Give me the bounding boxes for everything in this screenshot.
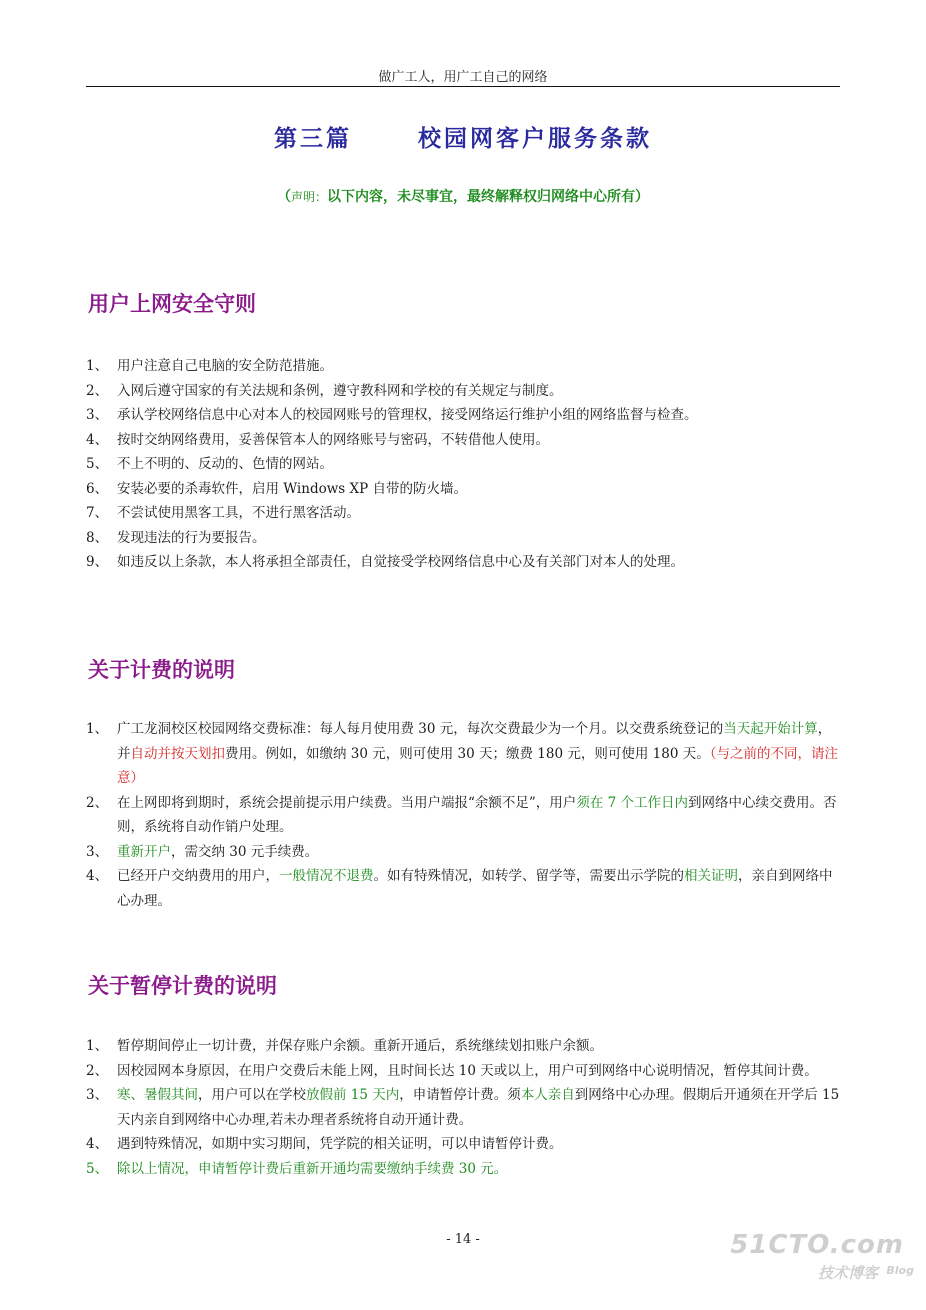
item-text: 到网络中心续交费用。否则，系统将自动作销户处理。 [117,794,837,835]
highlighted-text: 放假前 15 天内 [306,1087,400,1103]
billing-list [86,717,841,913]
item-text: 按时交纳网络费用，妥善保管本人的网络账号与密码，不转借他人使用。 [117,431,549,448]
item-number: 1、 [86,721,109,737]
list-item [86,864,841,913]
list-item [86,1083,841,1132]
item-text: 承认学校网络信息中心对本人的校园网账号的管理权，接受网络运行维护小组的网络监督与检查。 [117,407,698,423]
list-item [86,1059,841,1084]
item-text: 安装必要的杀毒软件，启用 Windows XP 自带的防火墙。 [117,480,467,497]
item-number: 3、 [86,843,109,860]
item-number: 8、 [86,529,109,546]
list-item [86,1157,841,1182]
item-number: 5、 [86,1160,109,1177]
item-text: 广工龙洞校区校园网络交费标准：每人每月使用费 30 元，每次交费最少为一个月。以交费系统登记的 [117,721,724,737]
highlighted-text: 当天起开始计算 [723,721,818,737]
list-item [86,379,841,404]
section-heading-suspension: 关于暂停计费的说明 [88,974,277,998]
list-item [86,550,841,575]
item-text: 除以上情况，申请暂停计费后重新开通均需要缴纳手续费 30 元。 [117,1160,508,1177]
section-heading-billing: 关于计费的说明 [88,658,235,682]
item-number: 2、 [86,382,109,399]
list-item [86,1034,841,1059]
list-item [86,354,841,379]
item-number: 4、 [86,431,109,448]
item-number: 2、 [86,794,109,811]
part-label: 第三篇 [273,126,352,152]
watermark-blog-cn: 技术博客 [817,1264,878,1282]
item-text: 。如有特殊情况，如转学、留学等，需要出示学院的 [373,868,684,884]
item-number: 1、 [86,1038,109,1054]
part-name: 校园网客户服务条款 [418,126,653,152]
highlighted-text: 本人亲自 [520,1087,575,1103]
item-text: 用户注意自己电脑的安全防范措施。 [117,358,333,374]
list-item [86,403,841,428]
list-item [86,791,841,840]
highlighted-text: 一般情况不退费 [279,868,374,884]
safety-rules-list [86,354,841,575]
highlighted-text: 寒、暑假其间 [117,1087,198,1103]
item-number: 3、 [86,407,109,423]
list-item [86,717,841,791]
item-text: 暂停期间停止一切计费，并保存账户余额。重新开通后，系统继续划扣账户余额。 [117,1038,603,1054]
item-number: 4、 [86,1136,109,1152]
watermark-site: 51CTO.com [730,1230,904,1260]
item-number: 1、 [86,358,109,374]
section-heading-safety-rules: 用户上网安全守则 [88,292,256,316]
list-item [86,526,841,551]
item-text: 不尝试使用黑客工具，不进行黑客活动。 [117,505,360,521]
list-item [86,477,841,502]
item-text: 入网后遵守国家的有关法规和条例，遵守教科网和学校的有关规定与制度。 [117,382,563,399]
highlighted-text: 相关证明 [684,868,738,884]
item-text: 已经开户交纳费用的用户， [117,868,279,884]
item-text: 发现违法的行为要报告。 [117,529,266,546]
header-rule [86,86,840,87]
highlighted-text: 自动并按天划扣 [130,745,225,762]
item-text: 遇到特殊情况，如期中实习期间，凭学院的相关证明，可以申请暂停计费。 [117,1136,563,1152]
item-text: ，申请暂停计费。须 [399,1087,521,1103]
highlighted-text: 重新开户 [117,843,171,860]
list-item [86,501,841,526]
item-number: 5、 [86,456,109,472]
part-title [86,120,840,153]
list-item [86,428,841,453]
item-text: ，用户可以在学校 [198,1087,306,1103]
item-text: 费用。例如，如缴纳 30 元，则可使用 30 天；缴费 180 元，则可使用 180 天。 [225,745,710,762]
item-number: 9、 [86,554,109,570]
list-item [86,452,841,477]
highlighted-text: （与之前的不同，请注意） [117,745,838,786]
item-text: ，并 [117,721,832,762]
item-text: 因校园网本身原因，在用户交费后未能上网，且时间长达 10 天或以上，用户可到网络中心说明情况，暂停其间计费。 [117,1062,818,1079]
page-number: - 14 - [446,1232,480,1247]
item-number: 4、 [86,868,109,884]
disclaimer-text: 以下内容，未尽事宜，最终解释权归网络中心所有 [327,189,635,205]
list-item [86,840,841,865]
item-text: ，亲自到网络中心办理。 [117,868,833,909]
running-header: 做广工人，用广工自己的网络 [378,70,548,85]
disclaimer-label: 声明： [290,190,327,204]
item-text: 不上不明的、反动的、色情的网站。 [117,456,333,472]
item-text: 在上网即将到期时，系统会提前提示用户续费。当用户端报“余额不足”，用户 [117,794,577,811]
item-number: 6、 [86,480,109,497]
highlighted-text: 须在 7 个工作日内 [576,794,688,811]
item-text: 如违反以上条款，本人将承担全部责任，自觉接受学校网络信息中心及有关部门对本人的处理。 [117,554,684,570]
item-number: 3、 [86,1087,109,1103]
item-text: 到网络中心办理。假期后开通须在开学后 15 天内亲自到网络中心办理,若未办理者系统将自动开通计费。 [117,1087,840,1128]
item-text: ，需交纳 30 元手续费。 [171,843,319,860]
item-number: 2、 [86,1062,109,1079]
list-item [86,1132,841,1157]
item-number: 7、 [86,505,109,521]
disclaimer: （声明：以下内容，未尽事宜，最终解释权归网络中心所有） [276,189,649,205]
watermark-blog-en: Blog [886,1264,914,1277]
site-watermark [730,1230,914,1292]
suspension-list [86,1034,841,1181]
